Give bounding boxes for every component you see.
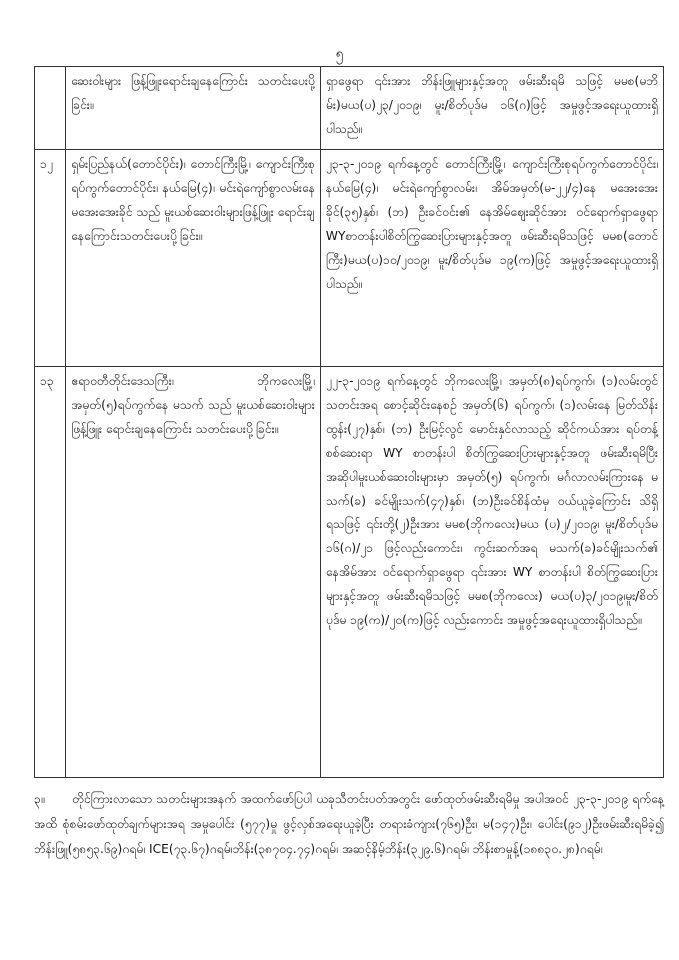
paragraph-text: တိုင်ကြားလာသော သတင်းများအနက် အထက်ဖော်ပြပါ ယခုသီတင်းပတ်အတွင်း ဖော်ထုတ်ဖမ်းဆီးရမိမှု အပါအဝင် ၂၃-၃-၂၀၁၉ ရက်နေ့အထိ စုံစမ်းဖော်ထုတ်ချက်များအရ အမှုပေါင်း (၅၇၇)မှု ဖွင့်လှစ်အရေးယူခဲ့ပြီး တရားခံကျား(၇၆၅)ဦး၊ မ(၁၄၇)ဦး၊ ပေါင်း(၉၁၂)ဦးဖမ်းဆီးရမိခဲ့၍ ဘိန်းဖြူ(၅၈၅၃.၆၉)ဂရမ်၊ ICE(၇၃.၆၇)ဂရမ်၊ဘိန်း(၃၈၇၀၄.၇၄)ဂရမ်၊ အဆင့်နိမ့်ဘိန်း(၃၂၉.၆)ဂရမ်၊ ဘိန်းစာမှုန့်(၁၈၈၃၀.၂၈)ဂရမ်၊ <box>34 792 664 856</box>
row-subject: ဆေးဝါးများ ဖြန့်ဖြူးရောင်းချနေကြောင်း သတင်းပေးပို့ခြင်း။ <box>66 67 321 150</box>
row-number <box>35 67 66 150</box>
row-subject: ရှမ်းပြည်နယ်(တောင်ပိုင်း)၊ တောင်ကြီးမြို့၊ ကျောင်းကြီးစုရပ်ကွက်တောင်ပိုင်း၊ နယ်မြေ(၄)၊ မင်းရဲကျော်စွာလမ်းနေ မအေးအေးခိုင် သည် မူးယစ်ဆေးဝါးများဖြန့်ဖြူး ရောင်းချ နေကြောင်းသတင်းပေးပို့ခြင်း။ <box>66 150 321 367</box>
page-number: ၅ <box>335 46 344 62</box>
summary-paragraph <box>34 787 664 862</box>
row-action: ရှာဖွေရာ ၎င်းအား ဘိန်းဖြူများနှင့်အတူ ဖမ်းဆီးရမိ သဖြင့် မမစ(မဘိမ်း)မယ(ပ)၂၃/၂၀၁၉၊ မူး/စိတ်ပုဒ်မ ၁၆(ဂ)ဖြင့် အမှုဖွင့်အရေးယူထားရှိပါသည်။ <box>320 67 663 150</box>
row-number: ၁၃ <box>35 367 66 778</box>
row-action: ၂၃-၃-၂၀၁၉ ရက်နေ့တွင် တောင်ကြီးမြို့၊ ကျောင်းကြီးစုရပ်ကွက်တောင်ပိုင်း၊ နယ်မြေ(၄)၊ မင်းရဲကျော်စွာလမ်း၊ အိမ်အမှတ်(မ-၂၂/၄)နေ မအေးအေးခိုင်(၃၅)နှစ်၊ (ဘ) ဦးခင်ဝင်း၏ နေအိမ်ဈေးဆိုင်အား ဝင်ရောက်ရှာဖွေရာ WYစာတန်းပါစိတ်ကြွဆေးပြားများနှင့်အတူ ဖမ်းဆီးရမိသဖြင့် မမစ(တောင်ကြီး)မယ(ပ)၁၀/၂၀၁၉၊ မူး/စိတ်ပုဒ်မ ၁၉(က)ဖြင့် အမှုဖွင့်အရေးယူထားရှိပါသည်။ <box>320 150 663 367</box>
report-table <box>34 66 664 778</box>
row-action: ၂၂-၃-၂၀၁၉ ရက်နေ့တွင် ဘိုကလေးမြို့၊ အမှတ်(၈)ရပ်ကွက်၊ (၁)လမ်းတွင် သတင်းအရ စောင့်ဆိုင်းနေစဉ် အမှတ်(၆) ရပ်ကွက်၊ (၁)လမ်းနေ မြတ်သိန်းထွန်း(၂၇)နှစ်၊ (ဘ) ဦးမြင့်လွင် မောင်းနှင်လာသည့် ဆိုင်ကယ်အား ရပ်တန့်စစ်ဆေးရာ WY စာတန်းပါ စိတ်ကြွဆေးပြားများနှင့်အတူ ဖမ်းဆီးရမိပြီး အဆိုပါမူးယစ်ဆေးဝါးများမှာ အမှတ်(၅) ရပ်ကွက်၊ မင်္ဂလာလမ်းကြားနေ မသက်(ခ) ခင်မျိုးသက်(၄၇)နှစ်၊ (ဘ)ဦးခင်စိန်ထံမှ ဝယ်ယူခဲ့ကြောင်း သိရှိရသဖြင့် ၎င်းတို့(၂)ဦးအား မမစ(ဘိုကလေး)မယ (ပ)၂/၂၀၁၉၊ မူး/စိတ်ပုဒ်မ ၁၆(ဂ)/၂၁ ဖြင့်လည်းကောင်း၊ ကွင်းဆက်အရ မသက်(ခ)ခင်မျိုးသက်၏ နေအိမ်အား ဝင်ရောက်ရှာဖွေရာ ၎င်းအား WY စာတန်းပါ စိတ်ကြွဆေးပြားများနှင့်အတူ ဖမ်းဆီးရမိသဖြင့် မမစ(ဘိုကလေး) မယ(ပ)၃/၂၀၁၉၊မူး/စိတ်ပုဒ်မ ၁၉(က)/၂၀(က)ဖြင့် လည်းကောင်း အမှုဖွင့်အရေးယူထားရှိပါသည်။ <box>320 367 663 778</box>
table-row <box>35 367 664 778</box>
row-number: ၁၂ <box>35 150 66 367</box>
paragraph-number: ၃။ <box>34 792 45 806</box>
table-row <box>35 67 664 150</box>
row-subject: ဧရာဝတီတိုင်းဒေသကြီး၊ ဘိုကလေးမြို့၊ အမှတ်(၅)ရပ်ကွက်နေ မသက် သည် မူးယစ်ဆေးဝါးများ ဖြန့်ဖြူး ရောင်းချနေကြောင်း သတင်းပေးပို့ခြင်း။ <box>66 367 321 778</box>
table-row <box>35 150 664 367</box>
